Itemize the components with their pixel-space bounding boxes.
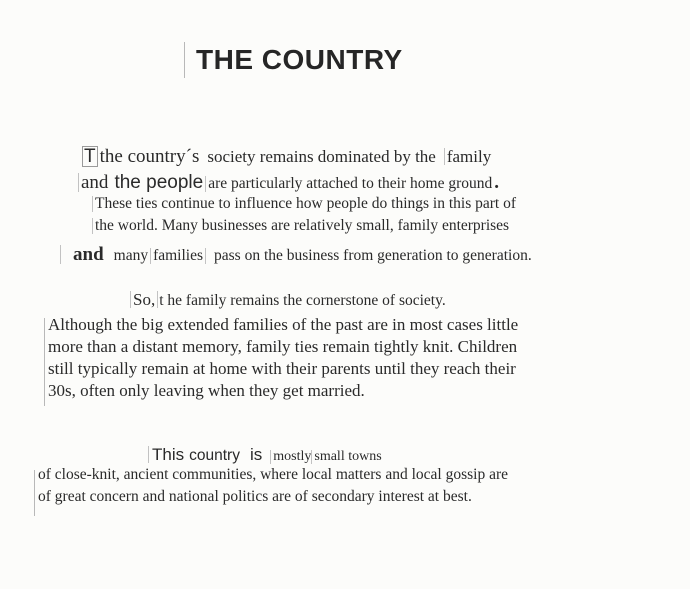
text-fragment: t he family remains the cornerstone of society. <box>159 292 446 309</box>
paragraph-1-line-2 <box>78 173 499 192</box>
paragraph-1-line-1 <box>82 146 491 167</box>
text-fragment: society remains dominated by the <box>207 147 436 166</box>
text-fragment: country <box>189 447 240 464</box>
cut-mark <box>184 42 185 78</box>
paragraph-1-line-5 <box>60 245 532 264</box>
page-title: THE COUNTRY <box>196 44 403 75</box>
paragraph-2-line-1 <box>130 291 446 309</box>
text-fragment: the people <box>114 172 204 193</box>
text-fragment: and <box>60 245 104 264</box>
text-fragment: many <box>113 247 149 264</box>
text-fragment: These ties continue to influence how people do things in this part of <box>92 196 516 212</box>
paragraph-2-line-3 <box>48 338 517 356</box>
text-fragment: small towns <box>311 450 381 464</box>
paragraph-3-line-2 <box>38 467 508 483</box>
paragraph-2-line-4 <box>48 360 516 378</box>
text-fragment: the country´s <box>99 146 200 167</box>
text-fragment: more than a distant memory, family ties remain tightly knit. Children <box>48 337 518 356</box>
paragraph-1-line-3 <box>92 196 516 212</box>
text-fragment: families <box>150 248 206 264</box>
text-fragment: family <box>444 148 491 165</box>
text-fragment: . <box>494 172 499 193</box>
cut-mark <box>34 470 35 516</box>
text-fragment: still typically remain at home with their parents until they reach their <box>48 359 516 378</box>
text-fragment: This <box>148 446 184 463</box>
text-fragment: mostly <box>270 450 311 464</box>
paragraph-3-line-1 <box>148 446 382 464</box>
text-fragment: Although the big extended families of the past are in most cases little <box>48 315 519 334</box>
text-fragment: 30s, often only leaving when they get married. <box>48 381 365 400</box>
text-fragment: pass on the business from generation to generation. <box>214 247 532 264</box>
text-fragment: of close-knit, ancient communities, where local matters and local gossip are <box>38 466 509 483</box>
paragraph-3-line-3 <box>38 489 472 505</box>
paragraph-2-line-5 <box>48 382 365 400</box>
text-fragment: and <box>78 173 108 192</box>
initial-letter: T <box>84 146 96 167</box>
text-fragment: So, <box>130 291 158 308</box>
text-fragment: the world. Many businesses are relatively small, family enterprises <box>92 218 509 234</box>
text-fragment: of great concern and national politics are of secondary interest at best. <box>38 488 472 505</box>
text-fragment: are particularly attached to their home ground <box>205 176 492 192</box>
paragraph-2-line-2 <box>48 316 518 334</box>
text-fragment: is <box>249 445 263 464</box>
paragraph-1-line-4 <box>92 218 509 234</box>
cut-mark <box>44 318 45 406</box>
